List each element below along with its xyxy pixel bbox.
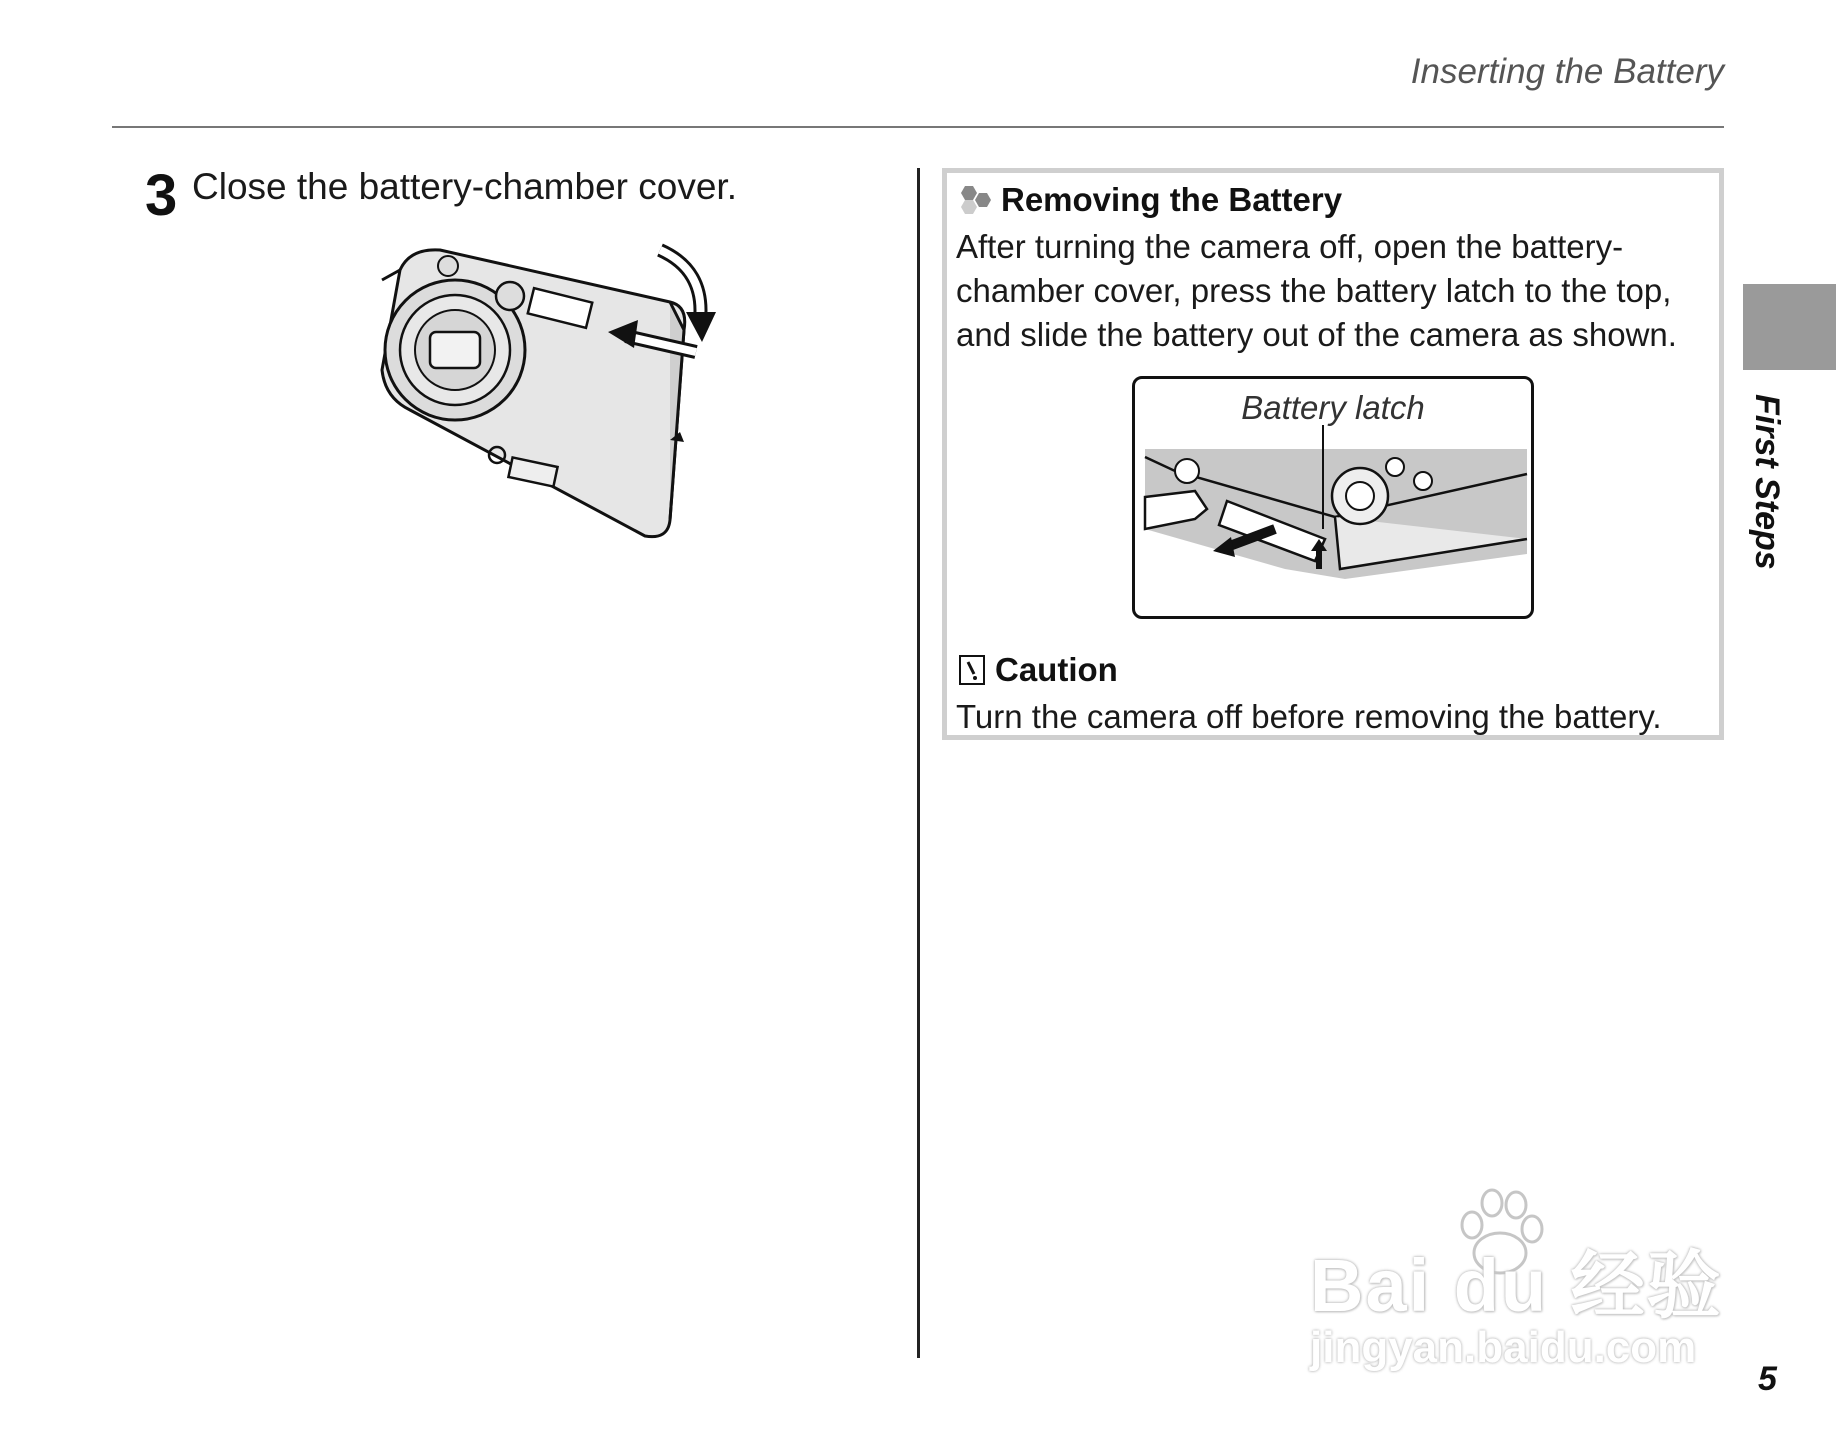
battery-latch-figure [1132,376,1534,619]
step-number: 3 [145,163,178,228]
caution-title: Caution [995,651,1118,688]
battery-latch-label: Battery latch [1241,389,1425,426]
column-divider [917,168,920,1358]
step-instruction: Close the battery-chamber cover. [192,166,737,207]
watermark-url: jingyan.baidu.com [1310,1323,1697,1372]
header-rule [112,126,1724,128]
section-label: First Steps [1748,394,1786,570]
removing-battery-note [942,168,1724,740]
note-body: After turning the camera off, open the battery-chamber cover, press the battery latch to the top, and slide the battery out of the camera as shown. [956,228,1677,353]
baidu-watermark [1300,1175,1730,1375]
section-tab-marker [1743,284,1836,370]
caution-icon [959,655,985,685]
hexagon-tip-icon [957,184,995,216]
note-title-row [957,181,1342,219]
caution-text: Turn the camera off before removing the battery. [956,698,1662,735]
caution-heading-row [959,651,1118,689]
page-number: 5 [1758,1360,1777,1398]
running-head: Inserting the Battery [1410,52,1724,91]
watermark-brand: Bai du 经验 [1310,1244,1723,1327]
camera-closing-cover-illustration [370,240,720,540]
note-title: Removing the Battery [1001,181,1343,218]
